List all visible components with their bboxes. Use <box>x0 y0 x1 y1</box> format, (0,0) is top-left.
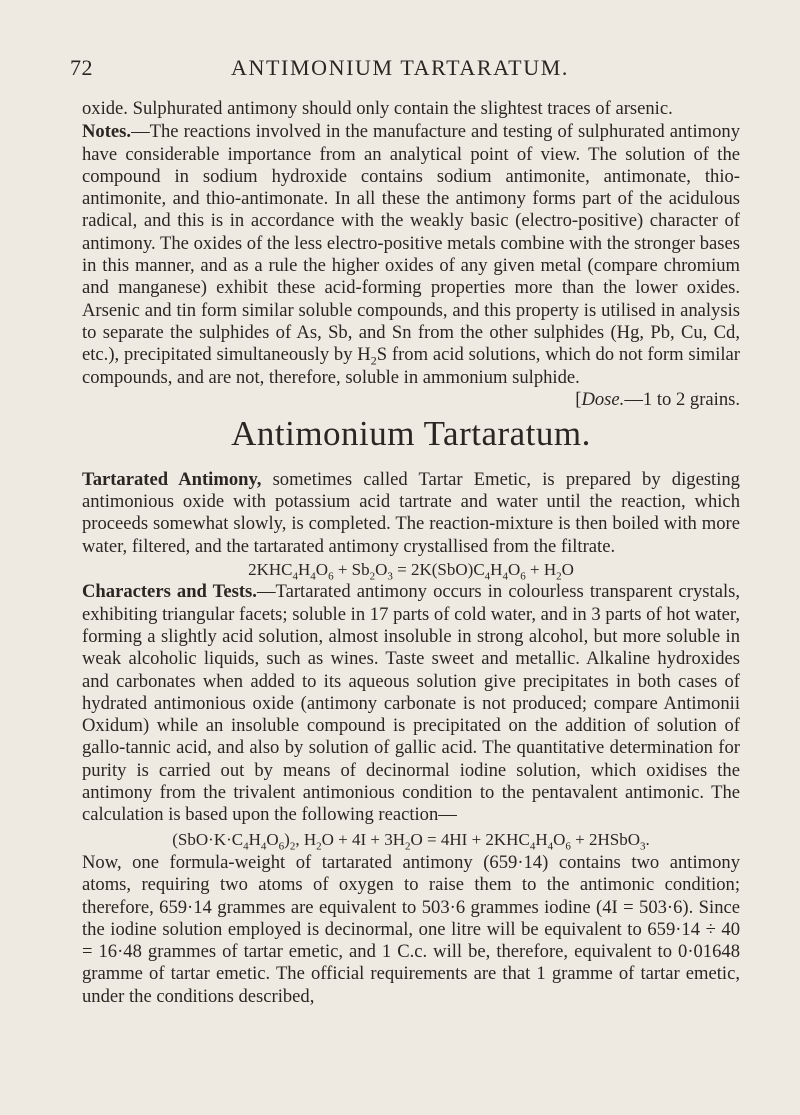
characters-label: Characters and Tests. <box>82 581 257 603</box>
notes-text-2: S from acid solutions, which do not form similar compounds, and are not, therefore, soluble in ammonium sulphide. <box>82 344 741 388</box>
dose-bracket: [ <box>575 388 582 410</box>
h2s-subscript: 2 <box>370 353 377 368</box>
equation-preparation: $2KHC_4H_4O_6 + Sb_2O_3 = 2K(SbO)C_4H_4O_6 + H_2O$ <box>248 560 574 583</box>
section-title: Antimonium Tartaratum. <box>231 413 591 453</box>
final-paragraph: Now, one formula-weight of tartarated antimony (659·14) contains two antimony atoms, requiring two atoms of oxygen to raise them to the antimonic condition; therefore, 659·14 grammes are equivalent to 503·6 grammes iodine (4I = 503·6). Since the iodine solution employed is decinormal, one litre will be equivalent to 659·14 ÷ 40 = 16·48 grammes of tartar emetic, and 1 C.c. will be, therefore, equivalent to 0·01648 gramme of tartar emetic. The official requirements are that 1 gramme of tartar emetic, under the conditions described, <box>82 851 740 1007</box>
characters-text: —Tartarated antimony occurs in colourless transparent crystals, exhibiting triangular facets; soluble in 17 parts of cold water, and in 3 parts of hot water, forming a slightly acid solution, almost insoluble in strong alcohol, but more soluble in weak alcoholic liquids, such as wines. Taste sweet and metallic. Alkaline hydroxides and carbonates when added to its aqueous solution give precipitates in both cases of hydrated antimonious oxide (antimony carbonate is not produced; compare Antimonii Oxidum) while an insoluble compound is precipitated on the addition of solution of gallo-tannic acid, and also by solution of gallic acid. The quantitative determination for purity is carried out by means of decinormal iodine solution, which oxidises the antimony from the trivalent antimonious condition to the pentavalent antimonic. The calculation is based upon the following reaction— <box>82 581 740 826</box>
tartarated-label: Tartarated Antimony, <box>82 468 262 490</box>
dose-label: Dose. <box>581 388 625 410</box>
dose-value: —1 to 2 grains. <box>624 388 740 410</box>
page-header <box>0 55 800 85</box>
notes-label: Notes. <box>82 121 132 143</box>
continuation-paragraph: oxide. Sulphurated antimony should only contain the slightest traces of arsenic. <box>82 98 673 119</box>
page-number: 72 <box>70 55 93 80</box>
body-text <box>82 98 740 1008</box>
notes-text-1: —The reactions involved in the manufacture and testing of sulphurated antimony have considerable importance from an analytical point of view. The solution of the compound in sodium hydroxide contains sodium antimonite, antimonate, thio-antimonite, and thio-antimonate. In all these the antimony forms part of the acidulous radical, and this is in accordance with the weakly basic (electro-positive) character of antimony. The oxides of the less electro-positive metals combine with the stronger bases in this manner, and as a rule the higher oxides of any given metal (compare chromium and manganese) exhibit these acid-forming properties more than the lower oxides. Arsenic and tin form similar soluble compounds, and this property is utilised in analysis to separate the sulphides of As, Sb, and Sn from the other sulphides (Hg, Pb, Cu, Cd, etc.), precipitated simultaneously by H <box>82 121 740 366</box>
notes-paragraph <box>82 121 741 410</box>
running-head: ANTIMONIUM TARTARATUM. <box>231 55 569 80</box>
tartarated-text: sometimes called Tartar Emetic, is prepared by digesting antimonious oxide with potassium acid tartrate and water until the reaction, which proceeds somewhat slowly, is completed. The reaction-mixture is then boiled with more water, filtered, and the tartarated antimony crystallised from the filtrate. <box>82 468 740 557</box>
characters-paragraph <box>82 581 740 826</box>
equation-iodine: $(SbO\cdot K\cdot C_4H_4O_6)_2$, $H_2O + 4I + 3H_2O = 4HI + 2KHC_4H_4O_6$ + 2HSbO$_3$. <box>172 829 650 852</box>
dose-note <box>575 389 740 411</box>
tartarated-paragraph <box>82 469 740 558</box>
